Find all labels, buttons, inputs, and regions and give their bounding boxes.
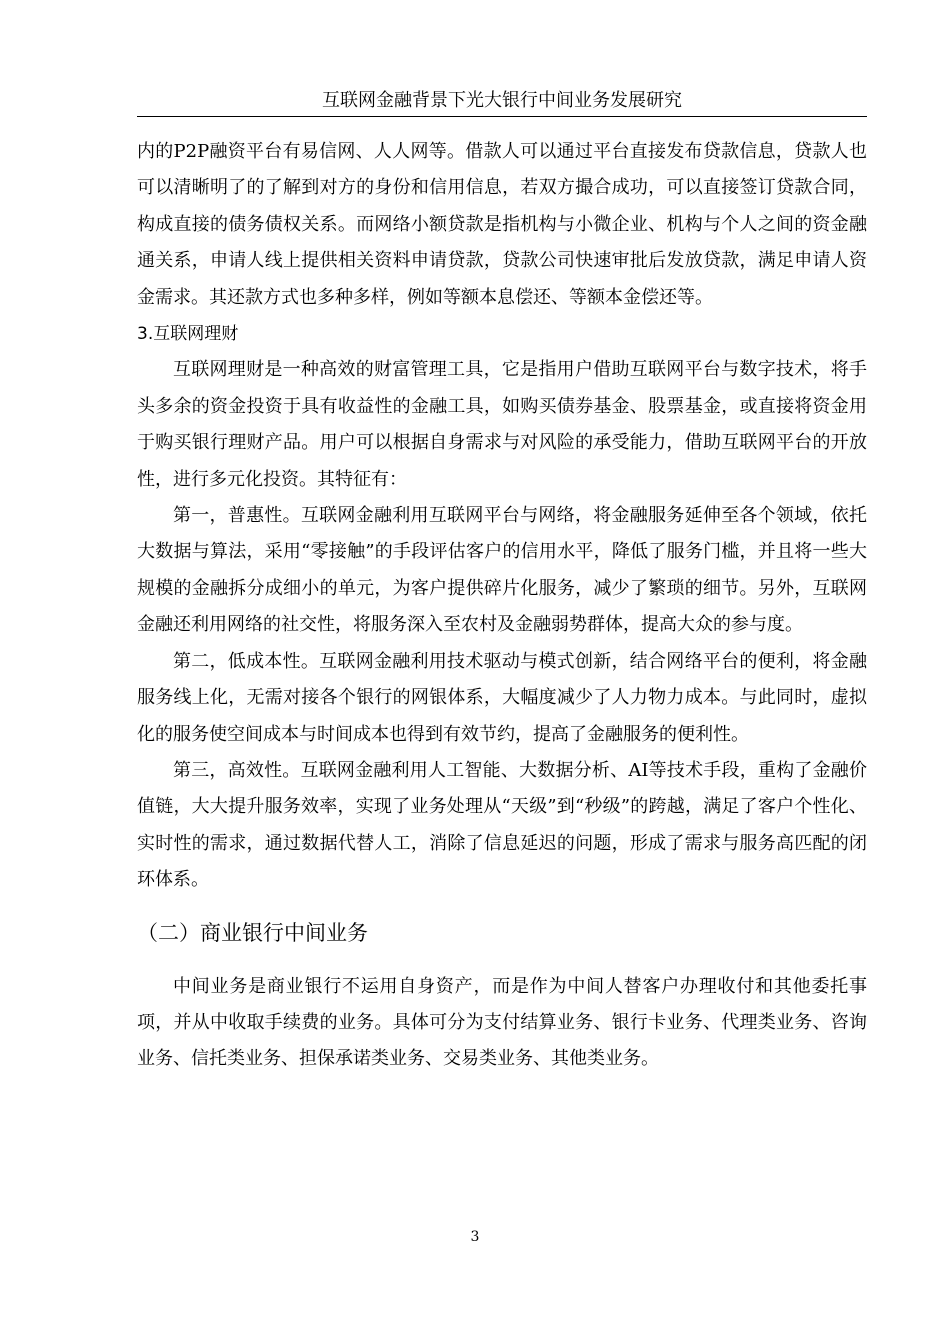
paragraph-intermediary-business: 中间业务是商业银行不运用自身资产，而是作为中间人替客户办理收付和其他委托事项，并从中收取手续费的业务。具体可分为支付结算业务、银行卡业务、代理类业务、咨询业务、信托类业务、担保承诺类业务、交易类业务、其他类业务。 xyxy=(137,975,867,1070)
paragraph-wealth-management-intro: 互联网理财是一种高效的财富管理工具，它是指用户借助互联网平台与数字技术，将手头多余的资金投资于具有收益性的金融工具，如购买债券基金、股票基金，或直接将资金用于购买银行理财产品。用户可以根据自身需求与对风险的承受能力，借助互联网平台的开放性，进行多元化投资。其特征有： xyxy=(137,359,867,490)
section-heading-intermediary-business: （二）商业银行中间业务 xyxy=(137,920,368,945)
document-title: 互联网金融背景下光大银行中间业务发展研究 xyxy=(322,90,682,111)
paragraph-p2p-lending: 内的P2P融资平台有易信网、人人网等。借款人可以通过平台直接发布贷款信息，贷款人也可以清晰明了的了解到对方的身份和信用信息，若双方撮合成功，可以直接签订贷款合同，构成直接的债务债权关系。而网络小额贷款是指机构与小微企业、机构与个人之间的资金融通关系，申请人线上提供相关资料申请贷款，贷款公司快速审批后发放贷款，满足申请人资金需求。其还款方式也多种多样，例如等额本息偿还、等额本金偿还等。 xyxy=(137,141,867,308)
document-body xyxy=(137,134,867,1078)
paragraph-high-efficiency: 第三，高效性。互联网金融利用人工智能、大数据分析、AI等技术手段，重构了金融价值链，大大提升服务效率，实现了业务处理从“天级”到“秒级”的跨越，满足了客户个性化、实时性的需求，通过数据代替人工，消除了信息延迟的问题，形成了需求与服务高匹配的闭环体系。 xyxy=(137,759,867,891)
paragraph-low-cost: 第二，低成本性。互联网金融利用技术驱动与模式创新，结合网络平台的便利，将金融服务线上化，无需对接各个银行的网银体系，大幅度减少了人力物力成本。与此同时，虚拟化的服务使空间成本与时间成本也得到有效节约，提高了金融服务的便利性。 xyxy=(137,650,867,745)
paragraph-inclusiveness: 第一，普惠性。互联网金融利用互联网平台与网络，将金融服务延伸至各个领域，依托大数据与算法，采用“零接触”的手段评估客户的信用水平，降低了服务门槛，并且将一些大规模的金融拆分成细小的单元，为客户提供碎片化服务，减少了繁琐的细节。另外，互联网金融还利用网络的社交性，将服务深入至农村及金融弱势群体，提高大众的参与度。 xyxy=(137,505,867,636)
page-header xyxy=(137,86,867,117)
page-number: 3 xyxy=(470,1229,480,1245)
subheading-internet-wealth-management: 3.互联网理财 xyxy=(137,324,239,345)
